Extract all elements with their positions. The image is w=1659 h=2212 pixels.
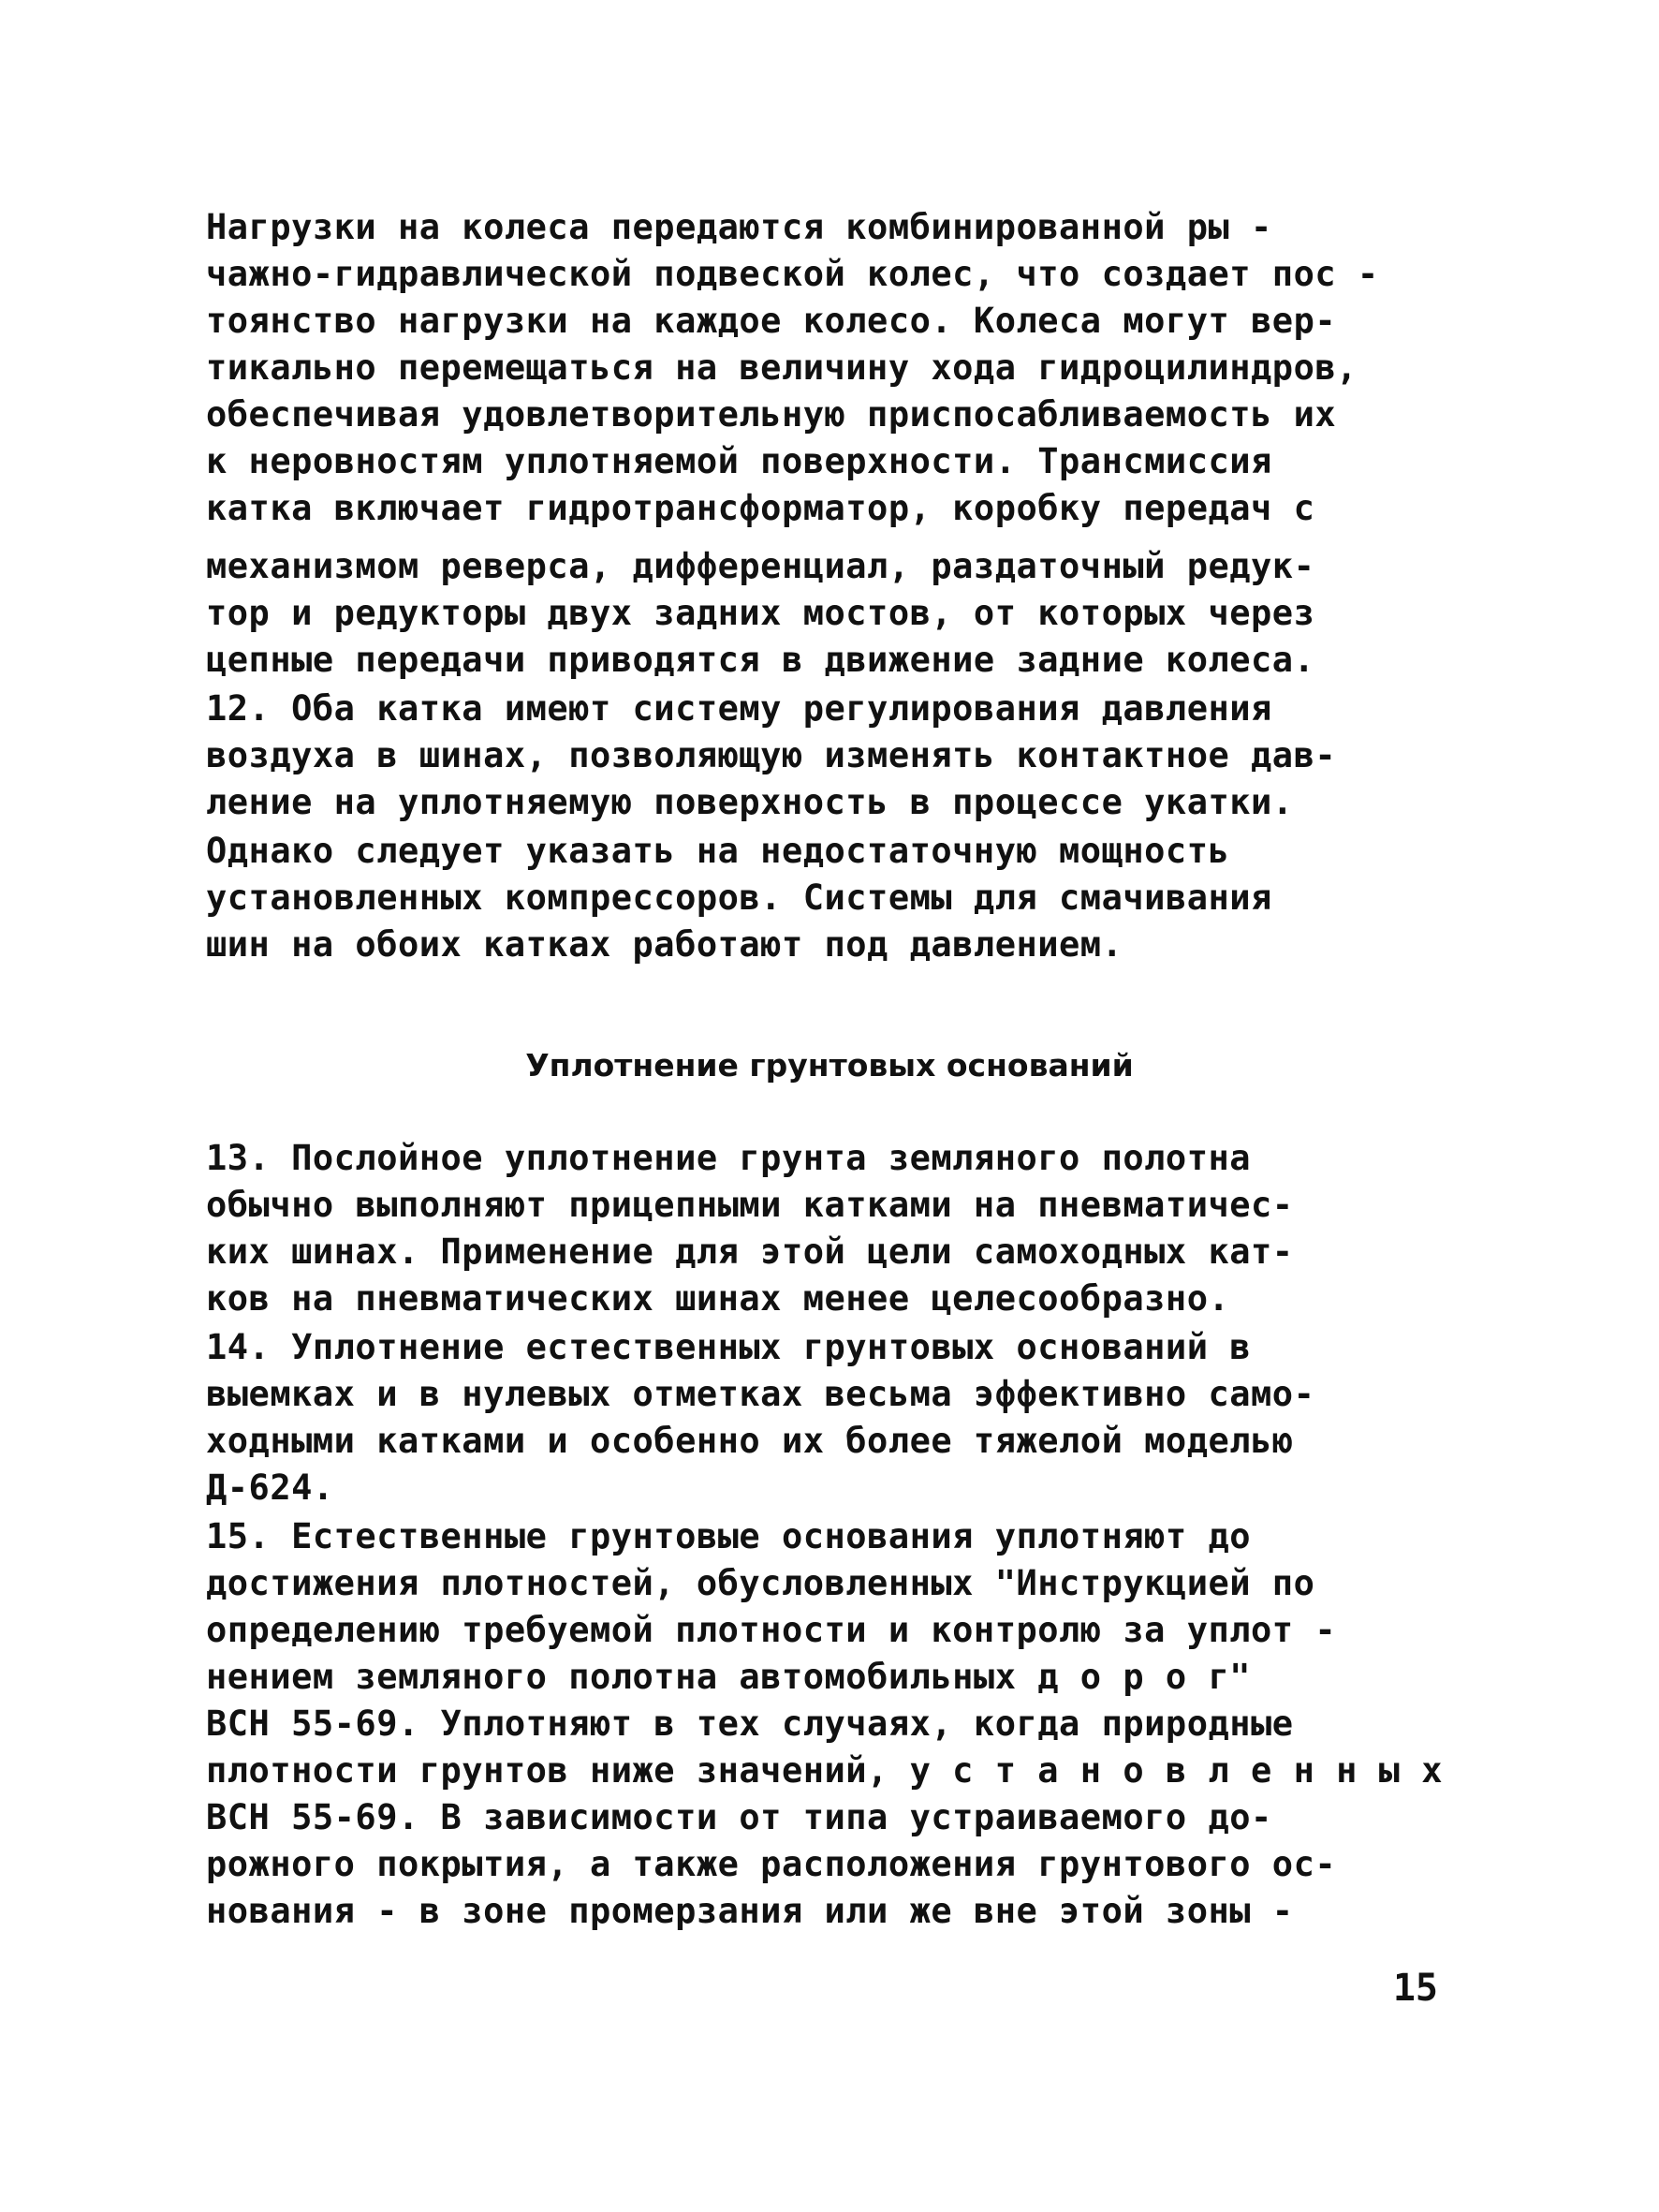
section-heading: Уплотнение грунтовых оснований bbox=[525, 1047, 1134, 1084]
text-line: 14. Уплотнение естественных грунтовых оснований в bbox=[206, 1327, 1252, 1367]
text-line: обычно выполняют прицепными катками на пневматичес- bbox=[206, 1185, 1294, 1225]
text-line: 12. Оба катка имеют систему регулирования давления bbox=[206, 688, 1272, 729]
text-line: ких шинах. Применение для этой цели самоходных кат- bbox=[206, 1231, 1294, 1272]
page-number: 15 bbox=[1392, 1967, 1438, 2010]
text-line: к неровностям уплотняемой поверхности. Трансмиссия bbox=[206, 441, 1272, 481]
text-line: ВСН 55-69. Уплотняют в тех случаях, когда природные bbox=[206, 1703, 1294, 1744]
text-line: определению требуемой плотности и контролю за уплот - bbox=[206, 1610, 1337, 1650]
text-line: механизмом реверса, дифференциал, раздаточный редук- bbox=[206, 546, 1315, 586]
text-line: установленных компрессоров. Системы для смачивания bbox=[206, 877, 1272, 918]
text-line: ходными катками и особенно их более тяжелой моделью bbox=[206, 1421, 1294, 1461]
text-line: плотности грунтов ниже значений, у с т а н о в л е н н ы х bbox=[206, 1750, 1444, 1791]
text-line: обеспечивая удовлетворительную приспосабливаемость их bbox=[206, 394, 1337, 435]
text-line: шин на обоих катках работают под давлением. bbox=[206, 924, 1123, 965]
text-line: ление на уплотняемую поверхность в процессе укатки. bbox=[206, 782, 1294, 822]
text-line: достижения плотностей, обусловленных "Инструкцией по bbox=[206, 1563, 1315, 1603]
text-line: рожного покрытия, а также расположения грунтового ос- bbox=[206, 1844, 1337, 1884]
text-line: катка включает гидротрансформатор, коробку передач с bbox=[206, 488, 1315, 528]
text-line: Нагрузки на колеса передаются комбинированной ры - bbox=[206, 207, 1272, 247]
text-line: ВСН 55-69. В зависимости от типа устраиваемого до- bbox=[206, 1797, 1272, 1837]
text-line: цепные передачи приводятся в движение задние колеса. bbox=[206, 640, 1315, 680]
text-line: нением земляного полотна автомобильных д о р о г" bbox=[206, 1657, 1252, 1697]
text-line: тикально перемещаться на величину хода гидроцилиндров, bbox=[206, 347, 1358, 388]
text-line: чажно-гидравлической подвеской колес, что создает пос - bbox=[206, 254, 1379, 294]
text-line: Д-624. bbox=[206, 1467, 334, 1508]
text-line: 15. Естественные грунтовые основания уплотняют до bbox=[206, 1516, 1252, 1556]
text-line: воздуха в шинах, позволяющую изменять контактное дав- bbox=[206, 735, 1337, 775]
text-line: тоянство нагрузки на каждое колесо. Колеса могут вер- bbox=[206, 301, 1337, 341]
text-line: выемках и в нулевых отметках весьма эффективно само- bbox=[206, 1374, 1315, 1414]
text-line: ков на пневматических шинах менее целесообразно. bbox=[206, 1278, 1230, 1319]
text-line: тор и редукторы двух задних мостов, от которых через bbox=[206, 593, 1315, 633]
text-line: 13. Послойное уплотнение грунта земляного полотна bbox=[206, 1138, 1252, 1178]
text-line: Однако следует указать на недостаточную мощность bbox=[206, 831, 1230, 871]
text-line: нования - в зоне промерзания или же вне этой зоны - bbox=[206, 1891, 1294, 1931]
